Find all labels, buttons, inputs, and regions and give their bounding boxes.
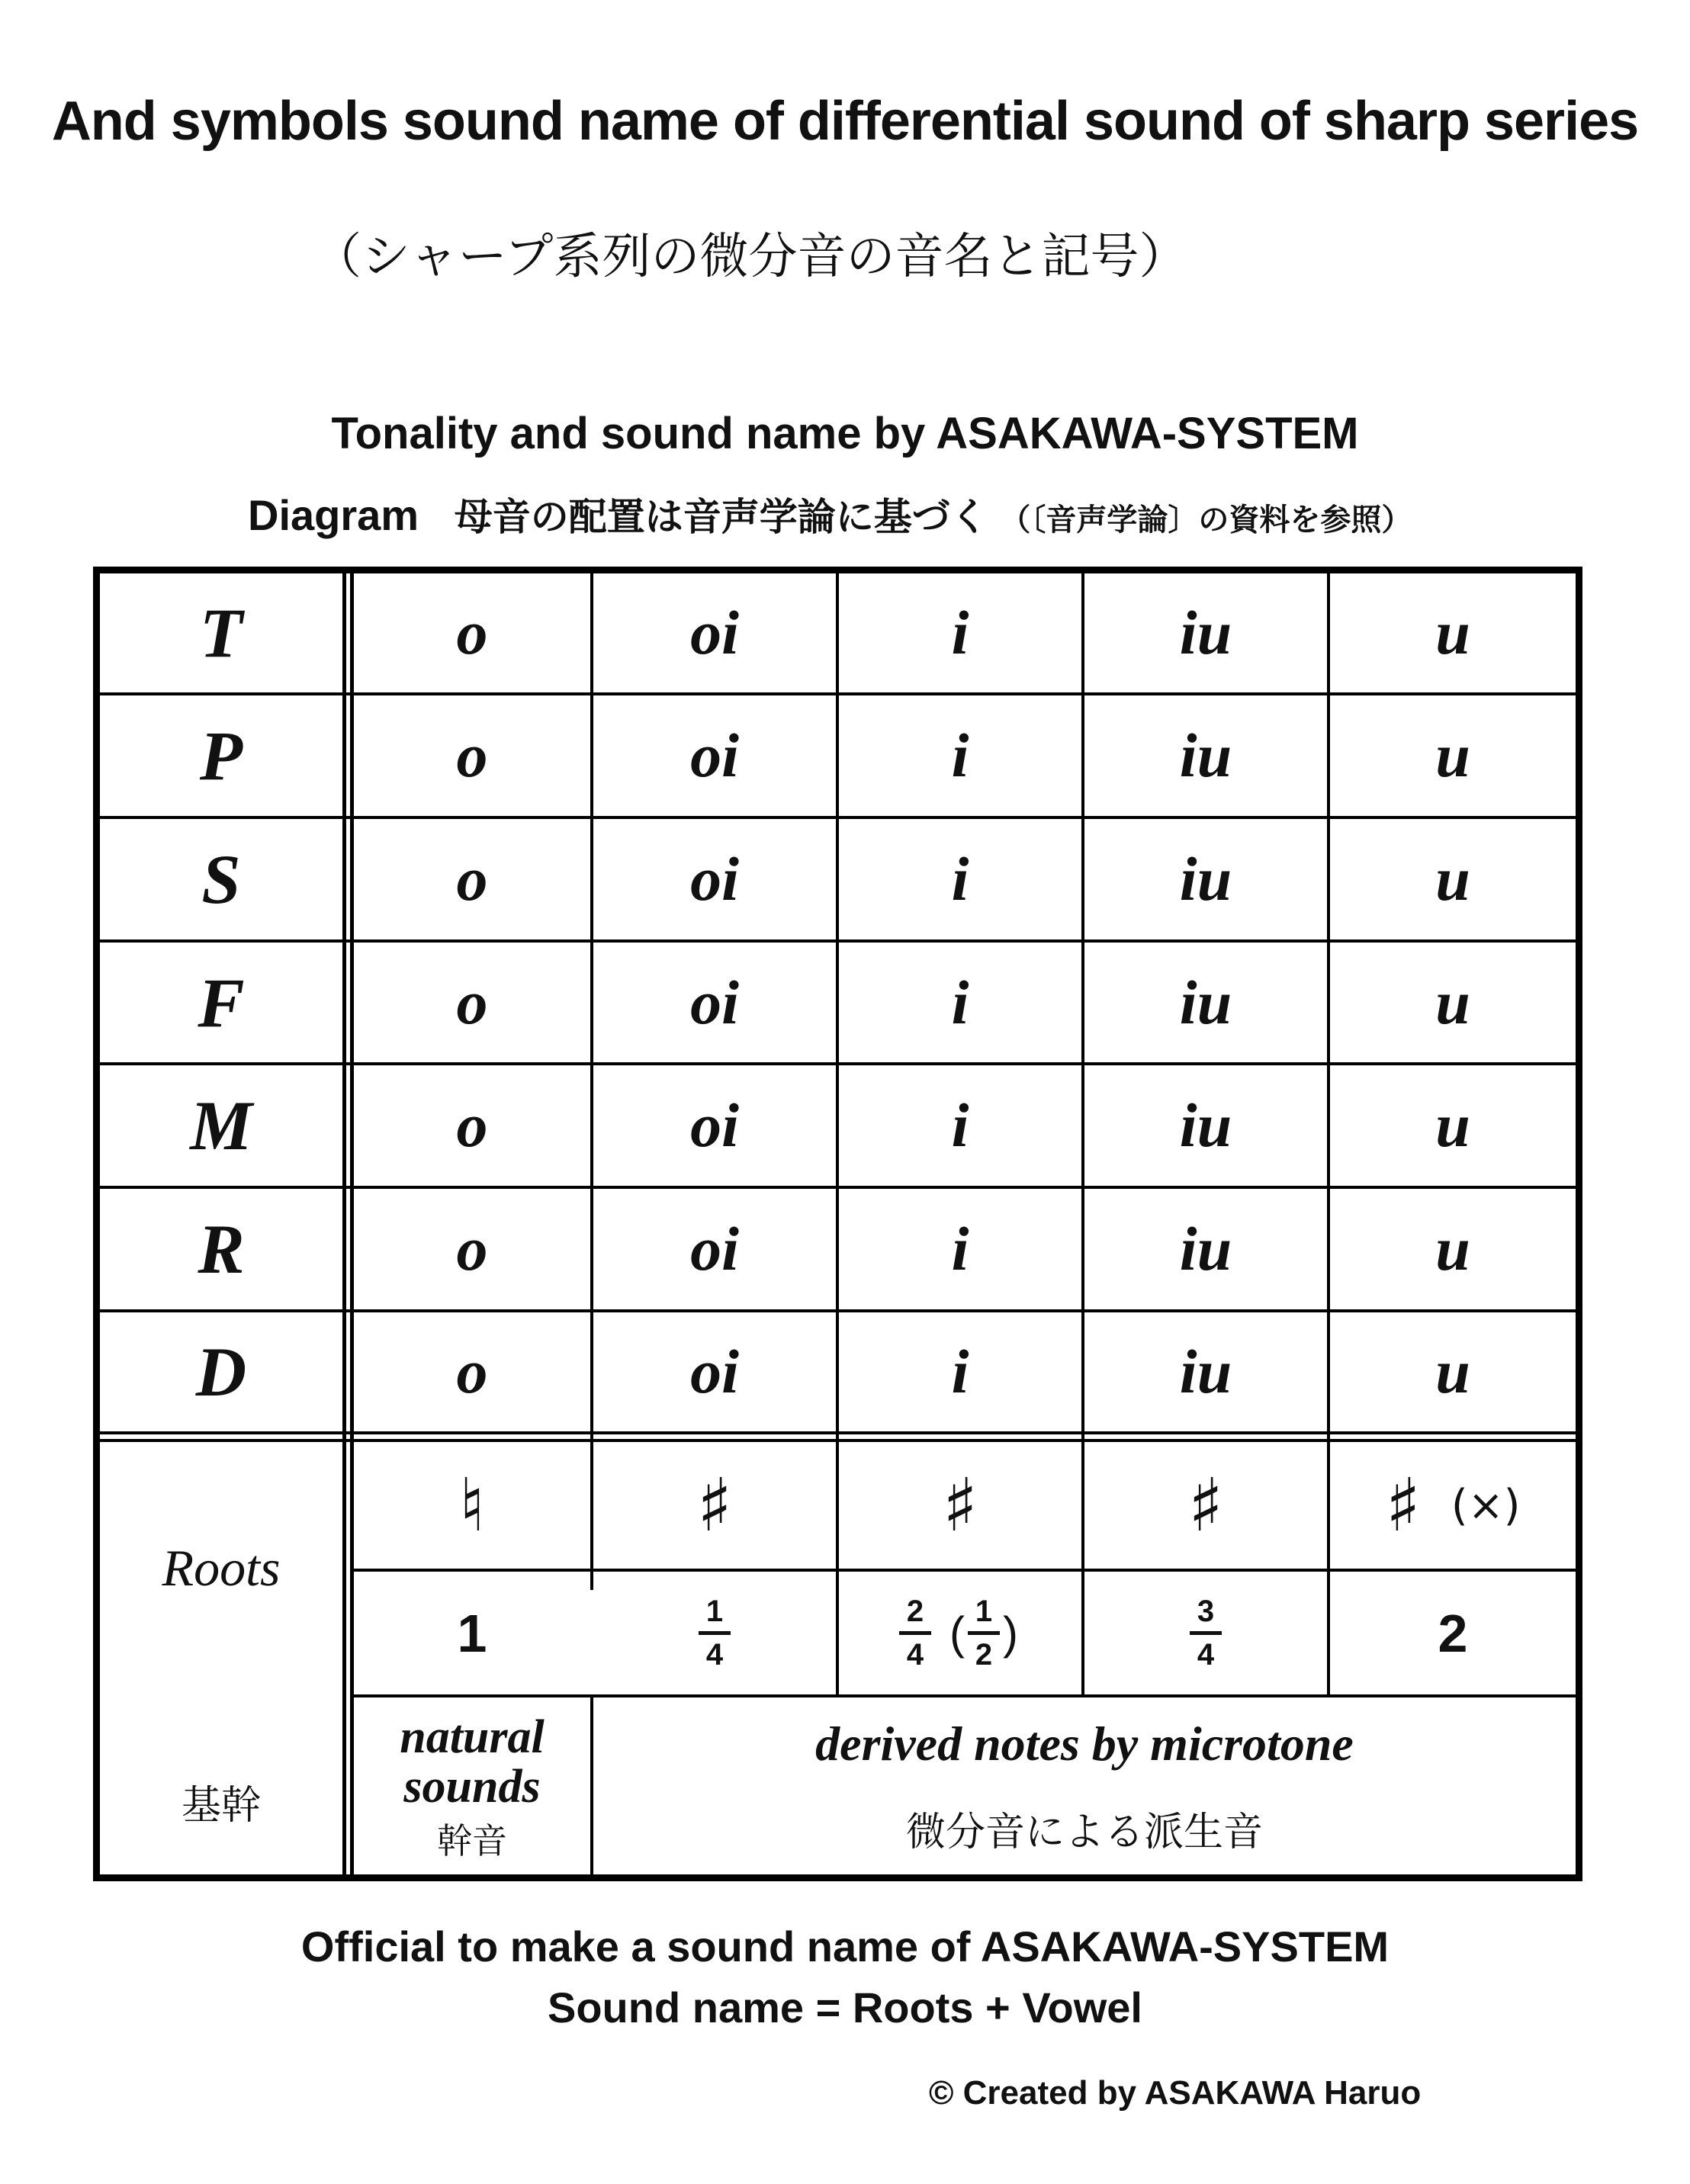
vowel-cell: iu	[1179, 1214, 1232, 1283]
tonality-p	[100, 695, 342, 816]
double-sharp-cell	[1330, 1442, 1576, 1569]
diagram-caption	[248, 487, 1412, 541]
fraction-num: 2	[906, 1595, 924, 1628]
vowel-cell: u	[1435, 598, 1470, 667]
tonality-r	[100, 1189, 342, 1309]
diagram-label: Diagram	[248, 491, 419, 539]
fraction-whole: 1	[457, 1603, 487, 1663]
vowel-cell: u	[1435, 721, 1470, 790]
vowel-cell: o	[456, 1214, 488, 1283]
fraction-double: 2	[1438, 1603, 1468, 1663]
vowel-cell: i	[951, 721, 969, 790]
tonality-letter: S	[201, 840, 241, 918]
vowel-cell: o	[456, 1337, 488, 1406]
fraction-den: 4	[705, 1638, 724, 1672]
vowel-cell: iu	[1179, 1337, 1232, 1406]
fraction-den: 2	[975, 1638, 993, 1672]
vowel-cell: o	[456, 721, 488, 790]
tonality-s	[100, 819, 342, 939]
vowel-cell: oi	[690, 1214, 739, 1283]
credit: © Created by ASAKAWA Haruo	[929, 2074, 1422, 2112]
vowel-cell: i	[951, 1214, 969, 1283]
vowel-placement-note: 母音の配置は音声学論に基づく	[454, 495, 988, 539]
vowel-cell: oi	[690, 1090, 739, 1160]
double-sharp-icon: ♯	[1385, 1463, 1421, 1548]
vowel-cell: i	[951, 1337, 969, 1406]
vowel-cell: iu	[1179, 844, 1232, 914]
vowel-cell: u	[1435, 1214, 1470, 1283]
tonality-m	[100, 1065, 342, 1186]
formula: Sound name = Roots + Vowel	[548, 1983, 1142, 2031]
stem-label: 基幹	[181, 1782, 261, 1829]
diagram-subtitle: Tonality and sound name by ASAKAWA-SYSTEM	[331, 409, 1359, 458]
natural-sounds-cell	[354, 1697, 590, 1874]
vowel-cell: oi	[690, 844, 739, 914]
tonality-letter: R	[198, 1210, 245, 1288]
japanese-title: （シャープ系列の微分音の音名と記号）	[313, 229, 1188, 285]
vowel-cell: oi	[690, 721, 739, 790]
natural-jp: 幹音	[437, 1819, 507, 1861]
fraction-half: 2 4 ( 1 2 )	[839, 1572, 1081, 1694]
fraction-quarter	[593, 1572, 836, 1694]
quarter-sharp-icon: ♯	[696, 1463, 733, 1548]
tonality-d	[100, 1312, 342, 1431]
vowel-cell: o	[456, 967, 488, 1037]
vowel-cell: i	[951, 598, 969, 667]
vowel-cell: i	[951, 844, 969, 914]
derived-notes-cell	[593, 1697, 1576, 1874]
natural-sign-icon: ♮	[458, 1463, 486, 1548]
double-sharp-alt: (×)	[1451, 1480, 1521, 1530]
vowel-cell: u	[1435, 1090, 1470, 1160]
vowel-cell: oi	[690, 1337, 739, 1406]
vowel-cell: oi	[690, 967, 739, 1037]
three-quarter-sharp-icon: ♯	[1187, 1463, 1224, 1548]
vowel-cell: i	[951, 967, 969, 1037]
tonality-f	[100, 943, 342, 1062]
page-title: And symbols sound name of differential sound of sharp series	[51, 91, 1639, 152]
tonality-letter: D	[195, 1333, 247, 1411]
vowel-cell: iu	[1179, 967, 1232, 1037]
vowel-cell: o	[456, 1090, 488, 1160]
vowel-cell: iu	[1179, 1090, 1232, 1160]
natural-line1: natural	[400, 1710, 545, 1763]
tonality-t	[100, 573, 342, 692]
fraction-den: 4	[906, 1638, 924, 1672]
vowel-cell: u	[1435, 967, 1470, 1037]
derived-jp: 微分音による派生音	[905, 1809, 1263, 1855]
fraction-num: 3	[1197, 1595, 1215, 1628]
vowel-cell: iu	[1179, 721, 1232, 790]
fraction-num: 1	[705, 1595, 724, 1628]
tonality-letter: P	[199, 717, 243, 795]
vowel-cell: o	[456, 598, 488, 667]
reference-note: （〔音声学論〕の資料を参照）	[1000, 503, 1412, 538]
vowel-cell: iu	[1179, 598, 1232, 667]
vowel-cell: oi	[690, 598, 739, 667]
sound-name-table	[93, 567, 1582, 1881]
fraction-num: 1	[975, 1595, 993, 1628]
natural-line2: sounds	[403, 1760, 541, 1813]
vowel-cell: u	[1435, 1337, 1470, 1406]
vowel-cell: u	[1435, 844, 1470, 914]
tonality-letter: F	[198, 963, 245, 1042]
formula-title: Official to make a sound name of ASAKAWA-SYSTEM	[300, 1922, 1390, 1970]
roots-label: Roots	[162, 1539, 281, 1597]
tonality-letter: T	[199, 594, 243, 672]
fraction-den: 4	[1197, 1638, 1215, 1672]
derived-en: derived notes by microtone	[815, 1716, 1354, 1771]
tonality-letter: M	[190, 1087, 252, 1164]
vowel-cell: i	[951, 1090, 969, 1160]
sharp-icon: ♯	[942, 1463, 978, 1548]
vowel-cell: o	[456, 844, 488, 914]
fraction-three-quarter	[1084, 1572, 1327, 1694]
